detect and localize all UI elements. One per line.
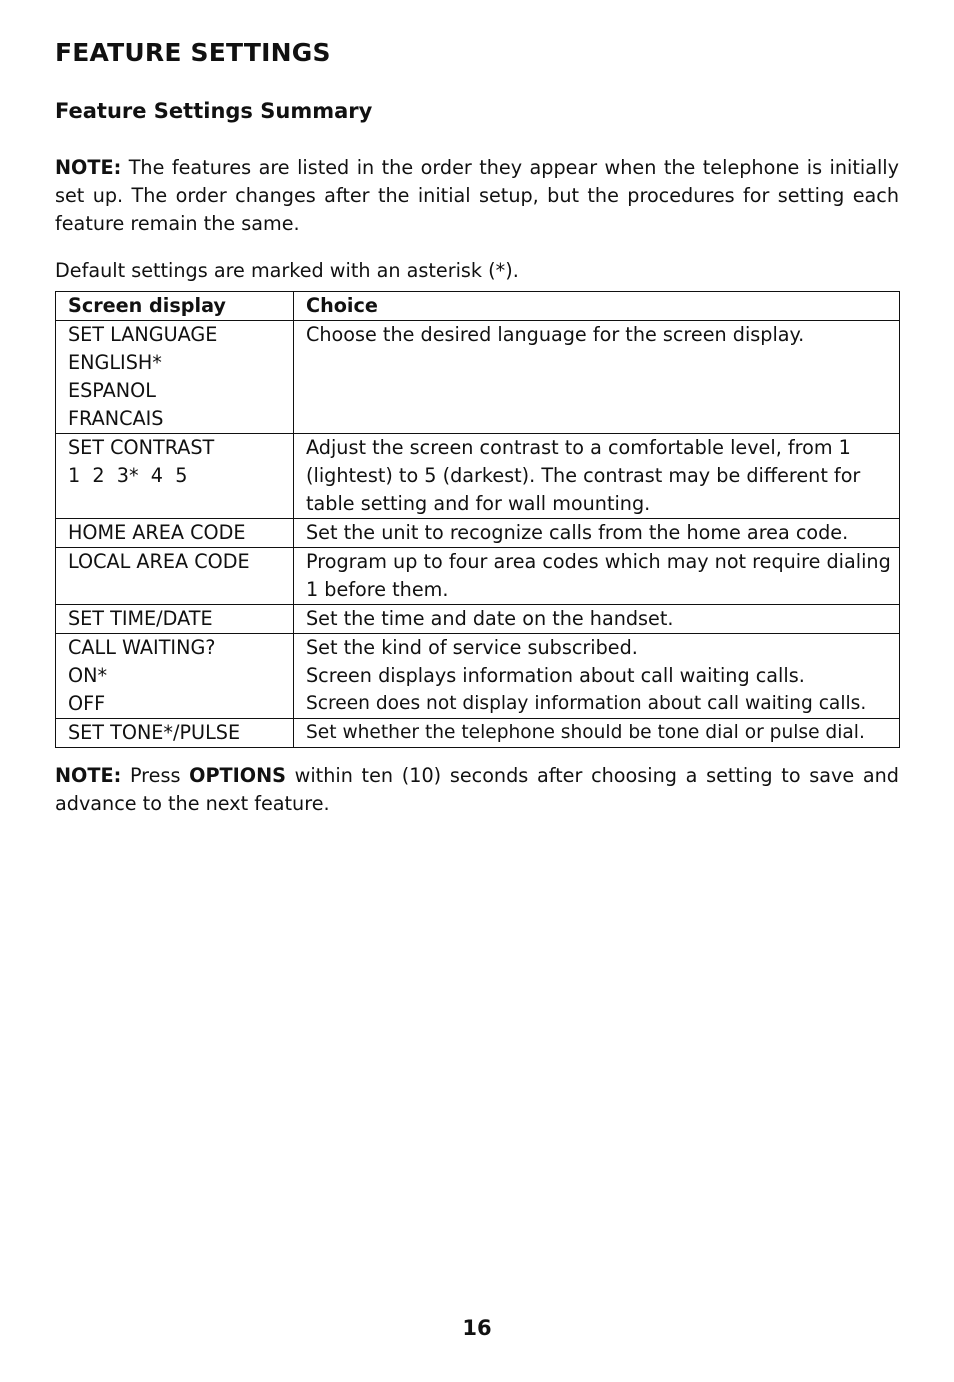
screen-display-cell [56, 634, 294, 719]
note-text-pre: Press [121, 764, 190, 787]
screen-display-cell [56, 434, 294, 519]
display-line: SET TIME/DATE [68, 607, 213, 630]
note-text-post: within ten (10) seconds after choosing a setting to save and advance to the next feature. [55, 764, 899, 815]
display-line: 1 2 3* 4 5 [68, 464, 188, 487]
options-note [55, 762, 899, 818]
default-settings-line: Default settings are marked with an asterisk (*). [55, 259, 519, 282]
table-row [56, 548, 900, 605]
choice-cell [294, 434, 900, 519]
setup-order-note [55, 154, 899, 238]
feature-settings-table [55, 291, 900, 748]
choice-cell [294, 548, 900, 605]
display-line: SET CONTRAST [68, 436, 215, 459]
table-row [56, 434, 900, 519]
note-label: NOTE: [55, 156, 122, 179]
choice-line: Set the unit to recognize calls from the home area code. [306, 521, 849, 544]
section-subheading: Feature Settings Summary [55, 99, 373, 123]
table-row [56, 321, 900, 434]
choice-line: Screen displays information about call waiting calls. [306, 664, 805, 687]
header-screen-display: Screen display [56, 292, 294, 321]
screen-display-cell [56, 605, 294, 634]
screen-display-cell [56, 519, 294, 548]
note-label: NOTE: [55, 764, 122, 787]
choice-cell [294, 519, 900, 548]
choice-line: Choose the desired language for the screen display. [306, 323, 805, 346]
display-line: CALL WAITING? [68, 636, 216, 659]
page-heading: FEATURE SETTINGS [55, 38, 331, 67]
choice-line: Set the time and date on the handset. [306, 607, 674, 630]
display-line: HOME AREA CODE [68, 521, 246, 544]
choice-cell [294, 634, 900, 719]
display-line: ENGLISH* [68, 351, 162, 374]
table-header-row [56, 292, 900, 321]
choice-line: Set the kind of service subscribed. [306, 636, 638, 659]
choice-line: Adjust the screen contrast to a comfortable level, from 1 (lightest) to 5 (darkest). The contrast may be different for table setting and for wall mounting. [306, 436, 861, 515]
display-line: OFF [68, 692, 106, 715]
table-row [56, 634, 900, 719]
choice-cell [294, 605, 900, 634]
display-line: ESPANOL [68, 379, 156, 402]
manual-page [55, 36, 899, 818]
screen-display-cell [56, 321, 294, 434]
table-row [56, 605, 900, 634]
choice-line: Set whether the telephone should be tone dial or pulse dial. [306, 722, 865, 743]
page-number: 16 [462, 1316, 492, 1340]
display-line: SET LANGUAGE [68, 323, 218, 346]
choice-cell [294, 321, 900, 434]
display-line: SET TONE*/PULSE [68, 721, 241, 744]
table-row [56, 519, 900, 548]
screen-display-cell [56, 548, 294, 605]
choice-line: Screen does not display information about call waiting calls. [306, 693, 867, 714]
header-choice: Choice [294, 292, 900, 321]
display-line: FRANCAIS [68, 407, 164, 430]
screen-display-cell [56, 719, 294, 748]
display-line: ON* [68, 664, 108, 687]
table-row [56, 719, 900, 748]
choice-cell [294, 719, 900, 748]
choice-line: Program up to four area codes which may not require dialing 1 before them. [306, 550, 891, 601]
note-text: The features are listed in the order they appear when the telephone is initially set up. The order changes after the initial setup, but the procedures for setting each feature remain the same. [55, 156, 899, 235]
display-line: LOCAL AREA CODE [68, 550, 250, 573]
options-keyword: OPTIONS [189, 764, 286, 787]
